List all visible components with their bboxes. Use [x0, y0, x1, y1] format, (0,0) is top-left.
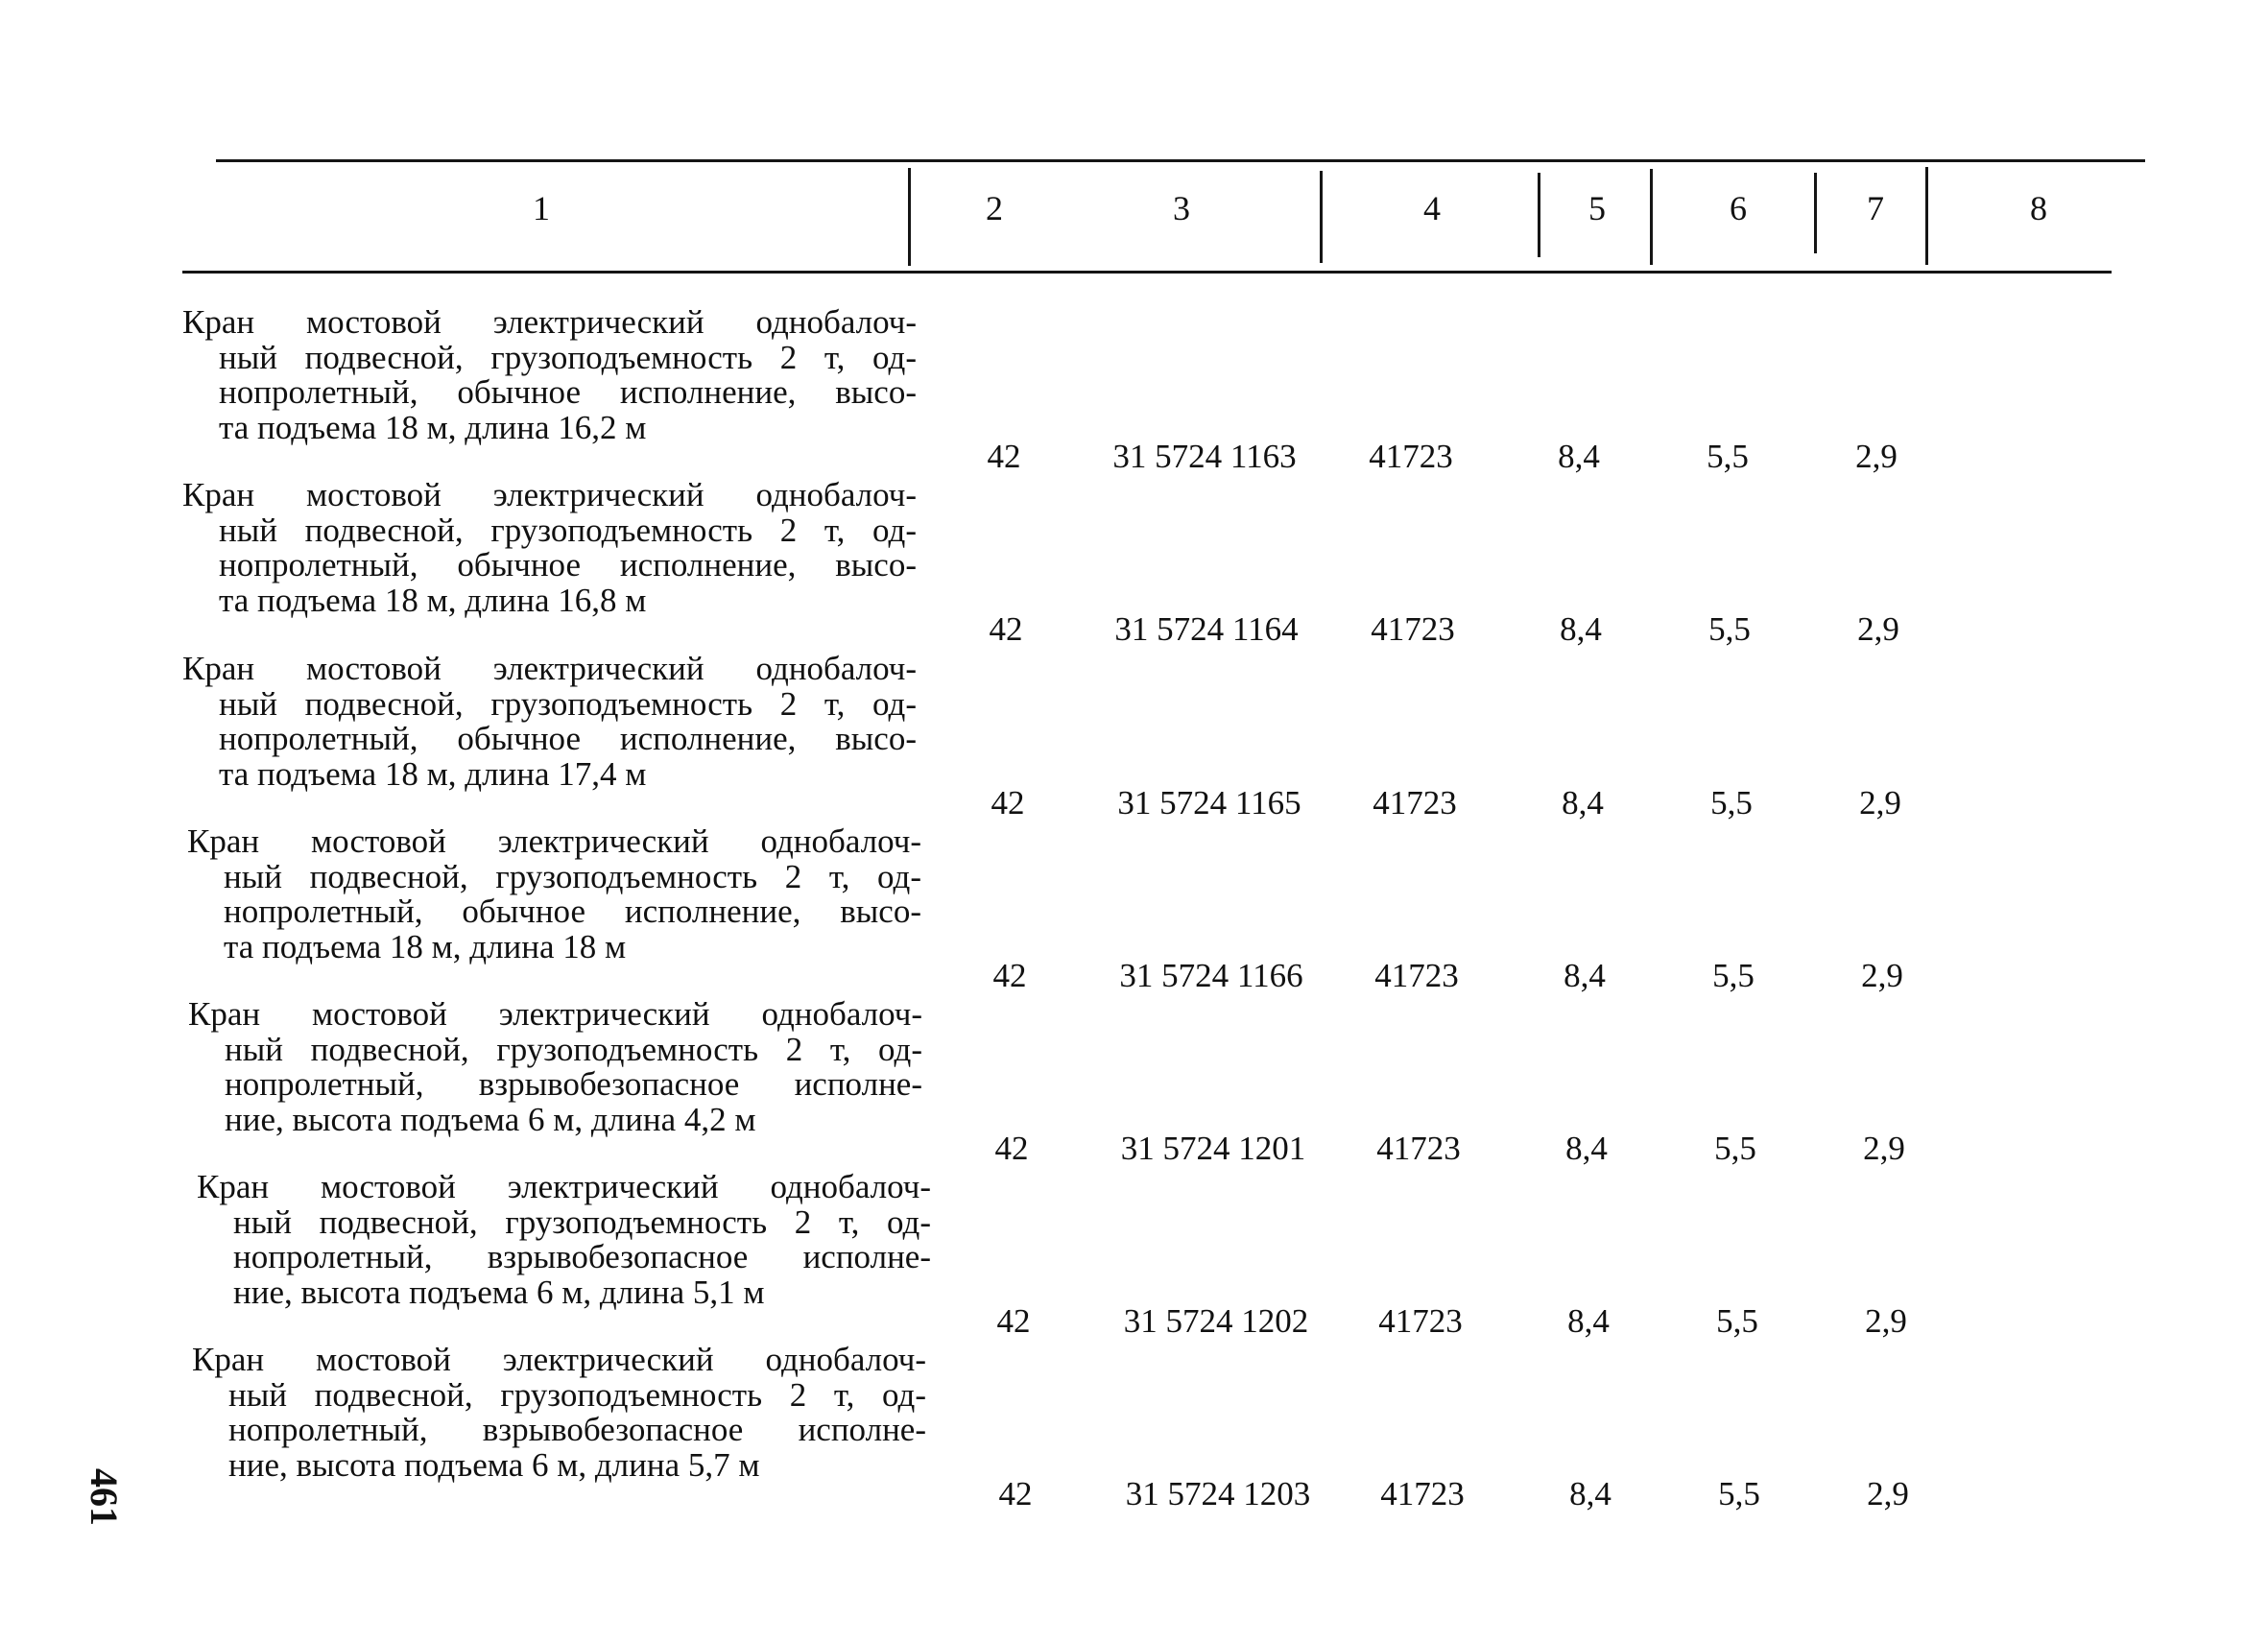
row-description	[188, 997, 922, 1137]
cell-col-3: 31 5724 1163	[1112, 438, 1297, 475]
header-col-7: 7	[1867, 189, 1884, 227]
cell-col-4: 41723	[1374, 957, 1459, 994]
col-divider	[1650, 169, 1653, 265]
desc-line: Кран мостовой электрический однобалоч-	[182, 476, 917, 513]
table-header-bottom-rule	[182, 271, 2112, 274]
desc-line: Кран мостовой электрический однобалоч-	[182, 303, 917, 341]
cell-col-4: 41723	[1378, 1302, 1463, 1340]
desc-line: нопролетный, обычное исполнение, высо-	[219, 720, 917, 757]
desc-line: ный подвесной, грузоподъемность 2 т, од-	[233, 1202, 931, 1241]
desc-line: ный подвесной, грузоподъемность 2 т, од-	[228, 1375, 926, 1414]
col-divider	[1320, 171, 1323, 263]
row-description	[192, 1343, 926, 1483]
cell-col-6: 5,5	[1718, 1475, 1760, 1512]
desc-line: Кран мостовой электрический однобалоч-	[192, 1341, 926, 1378]
cell-col-6: 5,5	[1712, 957, 1755, 994]
cell-col-4: 41723	[1376, 1130, 1461, 1167]
cell-col-5: 8,4	[1567, 1302, 1610, 1340]
desc-line: ный подвесной, грузоподъемность 2 т, од-	[219, 338, 917, 376]
desc-line: нопролетный, взрывобезопасное исполне-	[225, 1065, 922, 1103]
row-description	[187, 824, 921, 964]
cell-col-2: 42	[989, 610, 1023, 648]
header-col-2: 2	[986, 189, 1003, 227]
cell-col-5: 8,4	[1565, 1130, 1608, 1167]
cell-col-2: 42	[991, 784, 1025, 822]
cell-col-7: 2,9	[1855, 438, 1898, 475]
cell-col-5: 8,4	[1564, 957, 1606, 994]
cell-col-6: 5,5	[1710, 784, 1753, 822]
cell-col-5: 8,4	[1562, 784, 1604, 822]
cell-col-7: 2,9	[1865, 1302, 1907, 1340]
header-col-8: 8	[2030, 189, 2047, 227]
desc-line: Кран мостовой электрический однобалоч-	[182, 650, 917, 687]
desc-line: нопролетный, взрывобезопасное исполне-	[228, 1411, 926, 1448]
table-row	[0, 1341, 2268, 1512]
cell-col-6: 5,5	[1708, 610, 1751, 648]
cell-col-7: 2,9	[1859, 784, 1901, 822]
cell-col-2: 42	[992, 957, 1027, 994]
col-divider	[1538, 173, 1540, 257]
cell-col-6: 5,5	[1716, 1302, 1758, 1340]
cell-col-4: 41723	[1369, 438, 1453, 475]
cell-col-7: 2,9	[1857, 610, 1899, 648]
header-col-6: 6	[1730, 189, 1747, 227]
table-row	[0, 303, 2268, 475]
cell-col-5: 8,4	[1558, 438, 1600, 475]
cell-col-7: 2,9	[1861, 957, 1903, 994]
cell-col-4: 41723	[1373, 784, 1457, 822]
desc-line: нопролетный, обычное исполнение, высо-	[224, 893, 921, 930]
cell-col-3: 31 5724 1165	[1117, 784, 1301, 822]
header-col-1: 1	[533, 189, 550, 227]
table-row	[0, 650, 2268, 822]
col-divider	[1925, 167, 1928, 265]
desc-line: Кран мостовой электрический однобалоч-	[188, 995, 922, 1033]
row-description	[182, 478, 917, 618]
desc-line: ный подвесной, грузоподъемность 2 т, од-	[225, 1030, 922, 1068]
row-description	[182, 652, 917, 792]
header-col-5: 5	[1588, 189, 1606, 227]
desc-line: та подъема 18 м, длина 16,2 м	[219, 408, 647, 446]
desc-line: та подъема 18 м, длина 16,8 м	[219, 581, 647, 619]
cell-col-2: 42	[994, 1130, 1029, 1167]
desc-line: ние, высота подъема 6 м, длина 4,2 м	[225, 1100, 756, 1138]
cell-col-2: 42	[996, 1302, 1031, 1340]
row-description	[197, 1170, 931, 1310]
desc-line: Кран мостовой электрический однобалоч-	[197, 1168, 931, 1205]
cell-col-2: 42	[987, 438, 1021, 475]
cell-col-7: 2,9	[1863, 1130, 1905, 1167]
table-row	[0, 995, 2268, 1167]
cell-col-6: 5,5	[1714, 1130, 1756, 1167]
desc-line: нопролетный, обычное исполнение, высо-	[219, 546, 917, 583]
desc-line: та подъема 18 м, длина 17,4 м	[219, 754, 647, 793]
cell-col-3: 31 5724 1202	[1123, 1302, 1309, 1340]
desc-line: ный подвесной, грузоподъемность 2 т, од-	[219, 684, 917, 723]
desc-line: ние, высота подъема 6 м, длина 5,1 м	[233, 1273, 765, 1311]
desc-line: ный подвесной, грузоподъемность 2 т, од-	[219, 511, 917, 549]
cell-col-2: 42	[998, 1475, 1033, 1512]
cell-col-6: 5,5	[1707, 438, 1749, 475]
row-description	[182, 305, 917, 445]
page-number: 461	[83, 1468, 126, 1526]
desc-line: ный подвесной, грузоподъемность 2 т, од-	[224, 857, 921, 895]
desc-line: нопролетный, обычное исполнение, высо-	[219, 373, 917, 411]
cell-col-5: 8,4	[1560, 610, 1602, 648]
table-row	[0, 1168, 2268, 1340]
desc-line: та подъема 18 м, длина 18 м	[224, 927, 627, 965]
header-col-3: 3	[1173, 189, 1190, 227]
desc-line: нопролетный, взрывобезопасное исполне-	[233, 1238, 931, 1275]
cell-col-4: 41723	[1371, 610, 1455, 648]
cell-col-3: 31 5724 1201	[1120, 1130, 1306, 1167]
header-col-4: 4	[1423, 189, 1441, 227]
table-top-rule	[216, 159, 2145, 162]
cell-col-3: 31 5724 1203	[1125, 1475, 1311, 1512]
cell-col-3: 31 5724 1164	[1114, 610, 1299, 648]
table-row	[0, 476, 2268, 648]
desc-line: ние, высота подъема 6 м, длина 5,7 м	[228, 1445, 760, 1484]
cell-col-5: 8,4	[1569, 1475, 1611, 1512]
desc-line: Кран мостовой электрический однобалоч-	[187, 822, 921, 860]
cell-col-3: 31 5724 1166	[1119, 957, 1303, 994]
cell-col-7: 2,9	[1867, 1475, 1909, 1512]
col-divider	[908, 168, 911, 266]
table-row	[0, 822, 2268, 994]
cell-col-4: 41723	[1380, 1475, 1465, 1512]
col-divider	[1814, 173, 1817, 253]
